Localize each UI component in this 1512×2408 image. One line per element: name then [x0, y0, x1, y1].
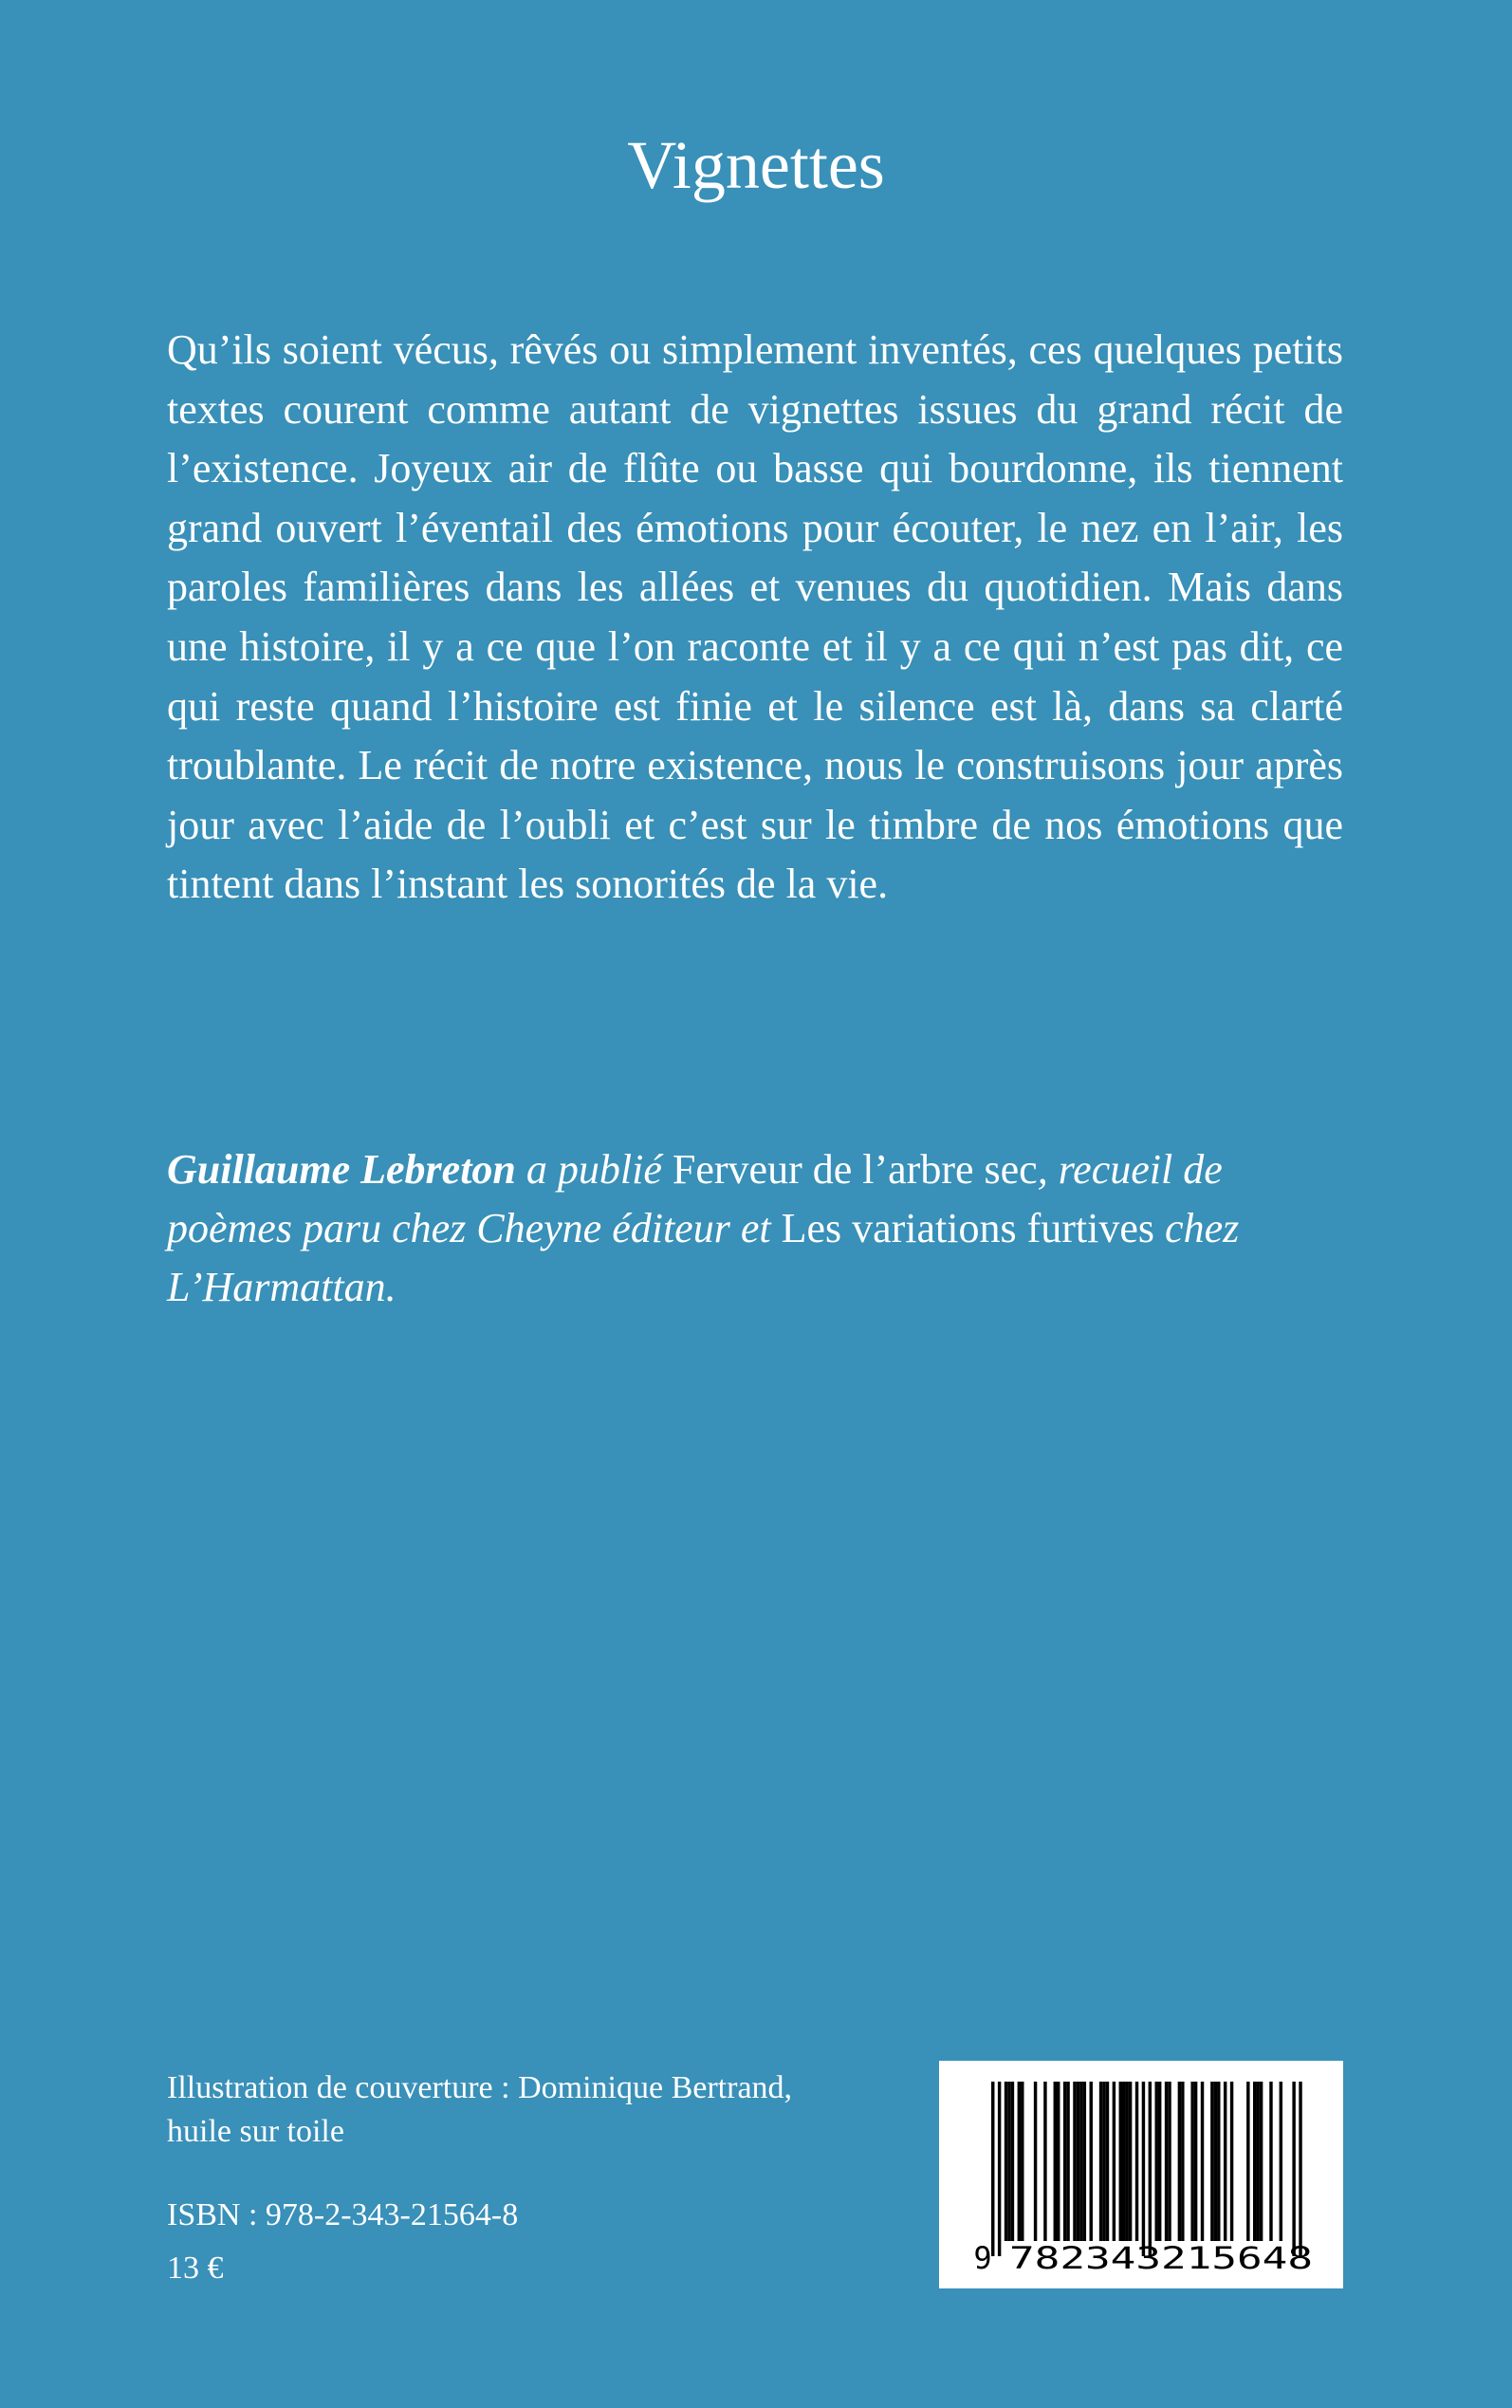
barcode-bar: [1011, 2082, 1014, 2241]
barcode-bar: [1090, 2082, 1093, 2241]
barcode-bar: [1054, 2082, 1057, 2241]
barcode-left-digits: 782343: [1009, 2240, 1161, 2276]
author-name: Guillaume Lebreton: [167, 1146, 516, 1193]
barcode-bar: [1034, 2082, 1037, 2241]
barcode-bar: [1122, 2082, 1125, 2241]
barcode-right-digits: 215648: [1161, 2240, 1313, 2276]
isbn-text: ISBN : 978-2-343-21564-8: [167, 2197, 519, 2232]
barcode-bar: [1077, 2082, 1079, 2241]
barcode-bar: [1007, 2082, 1010, 2241]
barcode-bar: [1178, 2082, 1181, 2241]
barcode-bar: [1083, 2082, 1086, 2241]
barcode-bar: [1256, 2082, 1259, 2241]
barcode-bar: [1194, 2082, 1197, 2241]
barcode-bar: [1201, 2082, 1204, 2241]
barcode-bar: [1260, 2082, 1263, 2241]
price-text: 13 €: [167, 2251, 224, 2286]
barcode-bar: [1165, 2082, 1168, 2241]
barcode-bar: [1210, 2082, 1213, 2241]
barcode-first-digit: 9: [973, 2240, 992, 2276]
bio-text-publisher: , recueil de poèmes paru chez Cheyne éditeur et: [167, 1146, 1223, 1251]
barcode-bar: [1125, 2082, 1128, 2241]
barcode-guard-bar: [998, 2082, 1001, 2256]
barcode-bar: [1129, 2082, 1132, 2241]
bio-work-title-1: Ferveur de l’arbre sec: [672, 1146, 1038, 1193]
barcode-bar: [1079, 2082, 1082, 2241]
barcode-bar: [1269, 2082, 1272, 2241]
barcode-bar: [1280, 2082, 1282, 2241]
barcode-guard-bar: [1142, 2082, 1145, 2256]
barcode-bar: [1135, 2082, 1138, 2241]
barcode-bars: [991, 2082, 1302, 2256]
barcode-bar: [1063, 2082, 1066, 2241]
barcode-bar: [1119, 2082, 1122, 2241]
barcode-bar: [1224, 2082, 1226, 2241]
credit-line-2: huile sur toile: [167, 2114, 344, 2149]
bio-text-end: chez L’Harmattan.: [167, 1205, 1240, 1310]
bio-text-published: a publié: [515, 1146, 673, 1193]
barcode-bar: [1214, 2082, 1217, 2241]
barcode: [939, 2061, 1343, 2288]
barcode-bar: [1168, 2082, 1171, 2241]
barcode-bar: [1158, 2082, 1161, 2241]
barcode-bar: [1018, 2082, 1021, 2241]
barcode-bar: [1155, 2082, 1158, 2241]
barcode-bar: [1190, 2082, 1193, 2241]
bio-work-title-2: Les variations furtives: [781, 1205, 1155, 1251]
barcode-bar: [1217, 2082, 1220, 2241]
barcode-bar: [1230, 2082, 1233, 2241]
barcode-bar: [1057, 2082, 1060, 2241]
barcode-bar: [1005, 2082, 1007, 2241]
book-summary: Qu’ils soient vécus, rêvés ou simplement inventés, ces quelques petits textes courent comme autant de vignettes issues du grand récit de l’existence. Joyeux air de flûte ou basse qui bourdonne, ils tiennent grand ouvert l’éventail des émotions pour écouter, le nez en l’air, les paroles familières dans les allées et venues du quotidien. Mais dans une histoire, il y a ce que l’on raconte et il y a ce qui n’est pas dit, ce qui reste quand l’histoire est finie et le silence est là, dans sa clarté troublante. Le récit de notre existence, nous le construisons jour après jour avec l’aide de l’oubli et c’est sur le timbre de nos émotions que tintent dans l’instant les sonorités de la vie.: [167, 326, 1343, 908]
barcode-bar: [1066, 2082, 1069, 2241]
barcode-bar: [1113, 2082, 1116, 2241]
barcode-guard-bar: [991, 2082, 994, 2256]
barcode-bar: [1181, 2082, 1184, 2241]
barcode-bar: [1073, 2082, 1076, 2241]
barcode-bar: [1043, 2082, 1046, 2241]
barcode-bar: [1021, 2082, 1023, 2241]
barcode-graphic: [939, 2061, 1343, 2288]
credit-line-1: Illustration de couverture : Dominique Bertrand,: [167, 2070, 793, 2105]
barcode-guard-bar: [1299, 2082, 1301, 2256]
barcode-bar: [1099, 2082, 1102, 2241]
barcode-bar: [1102, 2082, 1105, 2241]
barcode-bar: [1106, 2082, 1109, 2241]
barcode-guard-bar: [1292, 2082, 1295, 2256]
barcode-guard-bar: [1149, 2082, 1152, 2256]
barcode-bar: [1246, 2082, 1249, 2241]
author-bio: [167, 1140, 1343, 1317]
cover-illustration-credit: [167, 2066, 888, 2154]
book-title: Vignettes: [627, 127, 885, 203]
barcode-bar: [1253, 2082, 1256, 2241]
